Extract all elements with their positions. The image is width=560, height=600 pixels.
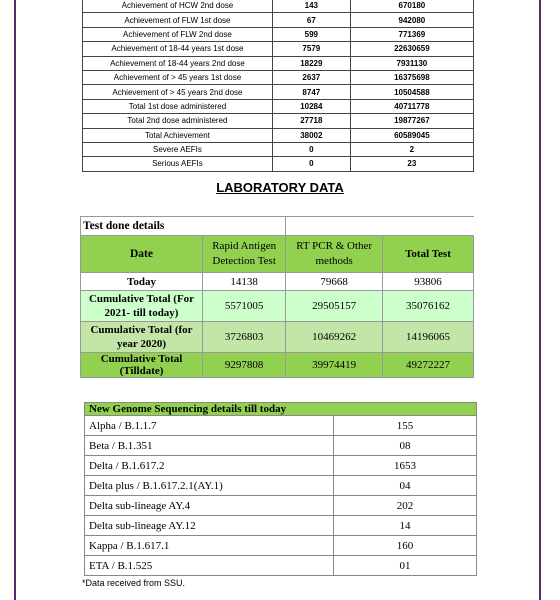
lab-caption-spacer bbox=[286, 217, 474, 236]
vaccination-row bbox=[83, 157, 474, 171]
lab-rapid-value: 5571005 bbox=[203, 291, 286, 322]
vaccination-row bbox=[83, 27, 474, 41]
vaccination-row bbox=[83, 114, 474, 128]
vaccination-today-count: 2637 bbox=[272, 70, 350, 84]
vaccination-label: Achievement of 18-44 years 2nd dose bbox=[83, 56, 273, 70]
vaccination-today-count: 27718 bbox=[272, 114, 350, 128]
genome-sequencing-table bbox=[84, 402, 477, 576]
lab-row-cumulative-2020 bbox=[81, 322, 474, 353]
vaccination-label: Achievement of > 45 years 2nd dose bbox=[83, 85, 273, 99]
vaccination-label: Achievement of FLW 1st dose bbox=[83, 13, 273, 27]
vaccination-today-count: 67 bbox=[272, 13, 350, 27]
lab-tests-table bbox=[80, 216, 474, 378]
genome-row bbox=[85, 476, 477, 496]
lab-header-row bbox=[81, 236, 474, 273]
vaccination-row bbox=[83, 42, 474, 56]
lab-rtpcr-value: 79668 bbox=[286, 273, 383, 291]
lab-rtpcr-value: 29505157 bbox=[286, 291, 383, 322]
lab-rapid-value: 3726803 bbox=[203, 322, 286, 353]
lab-row-cumulative-tilldate bbox=[81, 353, 474, 378]
vaccination-label: Total 2nd dose administered bbox=[83, 114, 273, 128]
vaccination-label: Achievement of 18-44 years 1st dose bbox=[83, 42, 273, 56]
vaccination-cumulative-total: 60589045 bbox=[350, 128, 473, 142]
vaccination-row bbox=[83, 128, 474, 142]
lab-header-date: Date bbox=[81, 236, 203, 273]
genome-row bbox=[85, 436, 477, 456]
lab-total-value: 14196065 bbox=[383, 322, 474, 353]
vaccination-label: Serious AEFIs bbox=[83, 157, 273, 171]
variant-count: 202 bbox=[334, 496, 477, 516]
vaccination-table bbox=[82, 0, 474, 172]
vaccination-today-count: 0 bbox=[272, 142, 350, 156]
lab-caption: Test done details bbox=[81, 217, 286, 236]
genome-title: New Genome Sequencing details till today bbox=[85, 403, 477, 416]
genome-row bbox=[85, 556, 477, 576]
variant-count: 1653 bbox=[334, 456, 477, 476]
vaccination-row bbox=[83, 85, 474, 99]
lab-rapid-value: 14138 bbox=[203, 273, 286, 291]
vaccination-label: Achievement of > 45 years 1st dose bbox=[83, 70, 273, 84]
lab-header-rapid: Rapid Antigen Detection Test bbox=[203, 236, 286, 273]
vaccination-row bbox=[83, 13, 474, 27]
variant-name: Delta plus / B.1.617.2.1(AY.1) bbox=[85, 476, 334, 496]
vaccination-label: Total 1st dose administered bbox=[83, 99, 273, 113]
vaccination-today-count: 143 bbox=[272, 0, 350, 13]
variant-count: 08 bbox=[334, 436, 477, 456]
lab-row-label: Today bbox=[81, 273, 203, 291]
vaccination-today-count: 7579 bbox=[272, 42, 350, 56]
vaccination-label: Severe AEFIs bbox=[83, 142, 273, 156]
variant-name: Delta / B.1.617.2 bbox=[85, 456, 334, 476]
variant-name: ETA / B.1.525 bbox=[85, 556, 334, 576]
vaccination-cumulative-total: 40711778 bbox=[350, 99, 473, 113]
variant-count: 14 bbox=[334, 516, 477, 536]
lab-header-total: Total Test bbox=[383, 236, 474, 273]
genome-header-row bbox=[85, 403, 477, 416]
variant-name: Kappa / B.1.617.1 bbox=[85, 536, 334, 556]
vaccination-row bbox=[83, 99, 474, 113]
lab-header-rtpcr: RT PCR & Other methods bbox=[286, 236, 383, 273]
vaccination-row bbox=[83, 142, 474, 156]
vaccination-cumulative-total: 7931130 bbox=[350, 56, 473, 70]
variant-name: Delta sub-lineage AY.12 bbox=[85, 516, 334, 536]
lab-total-value: 35076162 bbox=[383, 291, 474, 322]
lab-row-label: Cumulative Total (for year 2020) bbox=[81, 322, 203, 353]
vaccination-today-count: 38002 bbox=[272, 128, 350, 142]
vaccination-cumulative-total: 2 bbox=[350, 142, 473, 156]
genome-row bbox=[85, 536, 477, 556]
vaccination-today-count: 0 bbox=[272, 157, 350, 171]
variant-name: Alpha / B.1.1.7 bbox=[85, 416, 334, 436]
footnote: *Data received from SSU. bbox=[82, 578, 186, 588]
lab-rapid-value: 9297808 bbox=[203, 353, 286, 378]
laboratory-data-heading bbox=[0, 180, 560, 195]
vaccination-label: Achievement of HCW 2nd dose bbox=[83, 0, 273, 13]
vaccination-today-count: 10284 bbox=[272, 99, 350, 113]
vaccination-cumulative-total: 942080 bbox=[350, 13, 473, 27]
lab-rtpcr-value: 39974419 bbox=[286, 353, 383, 378]
genome-row bbox=[85, 516, 477, 536]
genome-row bbox=[85, 416, 477, 436]
vaccination-row bbox=[83, 70, 474, 84]
variant-count: 160 bbox=[334, 536, 477, 556]
vaccination-row bbox=[83, 56, 474, 70]
vaccination-today-count: 18229 bbox=[272, 56, 350, 70]
variant-name: Delta sub-lineage AY.4 bbox=[85, 496, 334, 516]
vaccination-row bbox=[83, 0, 474, 13]
variant-count: 01 bbox=[334, 556, 477, 576]
vaccination-cumulative-total: 670180 bbox=[350, 0, 473, 13]
vaccination-cumulative-total: 19877267 bbox=[350, 114, 473, 128]
vaccination-cumulative-total: 22630659 bbox=[350, 42, 473, 56]
lab-caption-row bbox=[81, 217, 474, 236]
vaccination-cumulative-total: 10504588 bbox=[350, 85, 473, 99]
vaccination-today-count: 8747 bbox=[272, 85, 350, 99]
vaccination-cumulative-total: 771369 bbox=[350, 27, 473, 41]
variant-name: Beta / B.1.351 bbox=[85, 436, 334, 456]
genome-row bbox=[85, 496, 477, 516]
vaccination-label: Achievement of FLW 2nd dose bbox=[83, 27, 273, 41]
lab-total-value: 93806 bbox=[383, 273, 474, 291]
vaccination-today-count: 599 bbox=[272, 27, 350, 41]
lab-total-value: 49272227 bbox=[383, 353, 474, 378]
vaccination-cumulative-total: 23 bbox=[350, 157, 473, 171]
vaccination-label: Total Achievement bbox=[83, 128, 273, 142]
lab-rtpcr-value: 10469262 bbox=[286, 322, 383, 353]
vaccination-cumulative-total: 16375698 bbox=[350, 70, 473, 84]
lab-row-cumulative-2021 bbox=[81, 291, 474, 322]
lab-row-today bbox=[81, 273, 474, 291]
genome-row bbox=[85, 456, 477, 476]
lab-row-label: Cumulative Total (For 2021- till today) bbox=[81, 291, 203, 322]
variant-count: 155 bbox=[334, 416, 477, 436]
variant-count: 04 bbox=[334, 476, 477, 496]
laboratory-data-title: LABORATORY DATA bbox=[216, 180, 344, 195]
lab-row-label: Cumulative Total (Tilldate) bbox=[81, 353, 203, 378]
